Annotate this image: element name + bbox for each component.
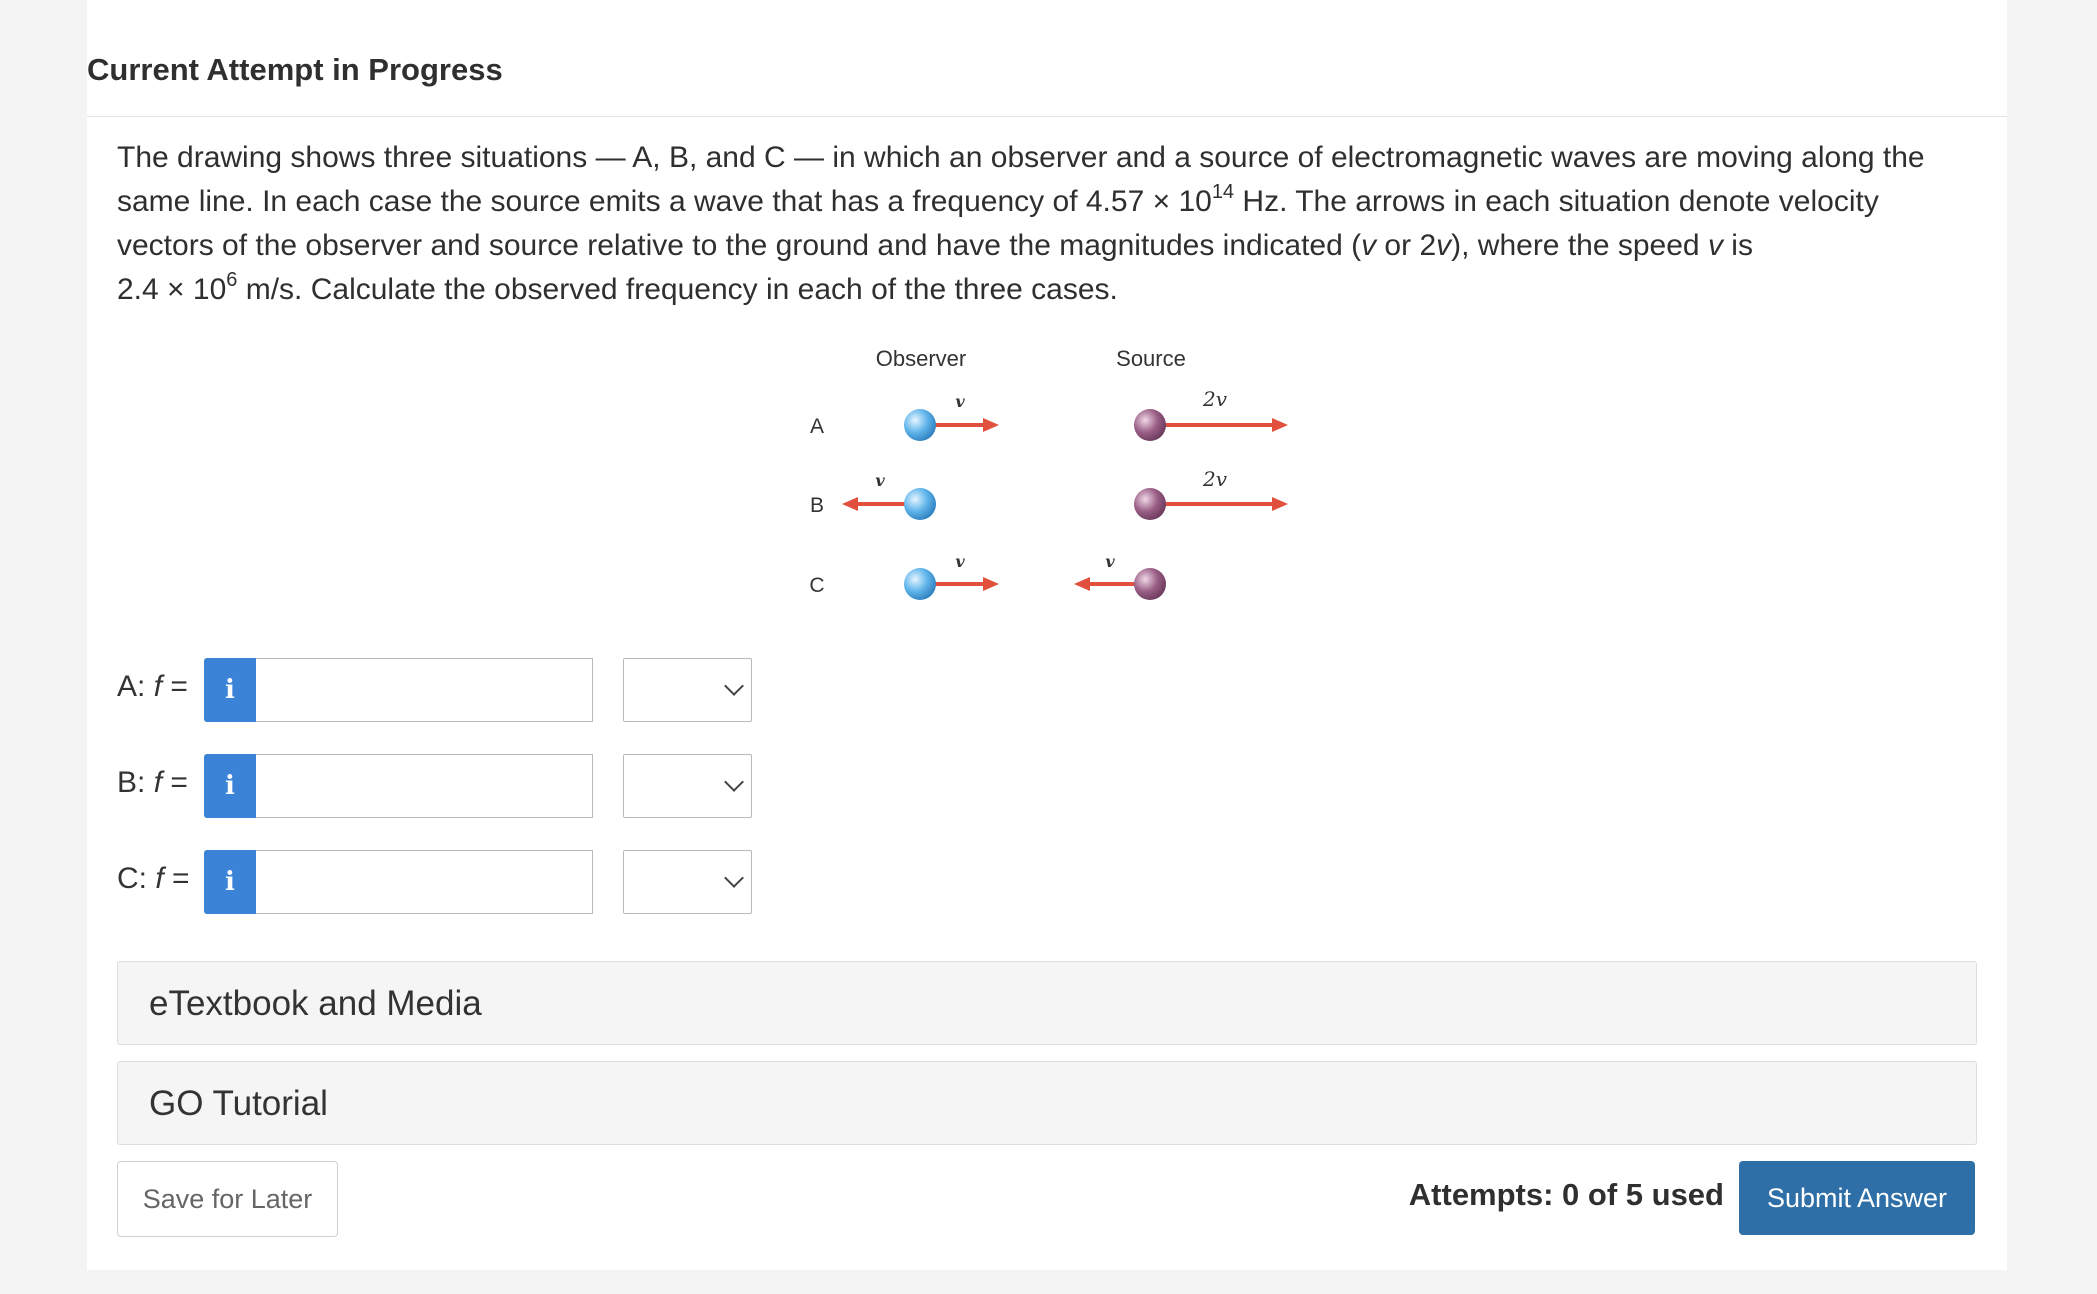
answer-label-b: [117, 766, 188, 800]
etextbook-label: eTextbook and Media: [149, 984, 482, 1023]
question-text: [117, 136, 1997, 312]
info-icon[interactable]: i: [204, 754, 256, 818]
source-column-label: Source: [1116, 346, 1186, 371]
source-speed-c: v: [1105, 552, 1115, 571]
source-speed-b: 2v: [1202, 467, 1228, 491]
divider: [87, 116, 2007, 117]
submit-answer-button[interactable]: Submit Answer: [1739, 1161, 1975, 1235]
answer-label-c: [117, 862, 190, 896]
answer-input-b[interactable]: [256, 754, 593, 818]
equals-sign: =: [162, 766, 188, 799]
answer-label-a: [117, 670, 188, 704]
info-icon[interactable]: i: [204, 850, 256, 914]
chevron-down-icon: [724, 868, 744, 888]
observer-column-label: Observer: [875, 346, 967, 371]
equals-sign: =: [163, 862, 190, 895]
row-letter: C:: [117, 862, 156, 895]
question-line: same line. In each case the source emits a wave that has a frequency of 4.57 × 10: [117, 185, 1212, 218]
save-for-later-button[interactable]: Save for Later: [117, 1161, 338, 1237]
answer-input-c[interactable]: [256, 850, 593, 914]
var-v: v: [1707, 229, 1723, 262]
equals-sign: =: [162, 670, 188, 703]
var-f: f: [155, 862, 164, 895]
question-line: ), where the speed: [1451, 229, 1708, 262]
row-letter: A:: [117, 670, 154, 703]
exponent: 14: [1211, 181, 1235, 203]
observer-speed-b: v: [875, 471, 885, 490]
chevron-down-icon: [724, 772, 744, 792]
question-line: The drawing shows three situations — A, B, and C — in which an observer and a source of electromagnetic waves are moving along the: [117, 141, 1925, 174]
var-f: f: [153, 766, 163, 799]
row-label-b: B: [809, 494, 825, 517]
observer-speed-c: v: [955, 552, 965, 571]
row-letter: B:: [117, 766, 154, 799]
question-line: is: [1722, 229, 1753, 262]
unit-select-c[interactable]: [623, 850, 752, 914]
question-line: or 2: [1376, 229, 1437, 262]
question-line: Hz. The arrows in each situation denote velocity: [1234, 185, 1879, 218]
go-tutorial-label: GO Tutorial: [149, 1084, 328, 1123]
unit-select-b[interactable]: [623, 754, 752, 818]
go-tutorial-panel[interactable]: [117, 1061, 1977, 1145]
observer-speed-a: v: [955, 392, 965, 411]
page-title: Current Attempt in Progress: [87, 52, 503, 87]
row-label-c: C: [809, 574, 825, 597]
question-line: 2.4 × 10: [117, 273, 227, 306]
var-v: v: [1436, 229, 1452, 262]
question-line: m/s. Calculate the observed frequency in each of the three cases.: [237, 273, 1118, 306]
answer-input-a[interactable]: [256, 658, 593, 722]
var-f: f: [153, 670, 163, 703]
chevron-down-icon: [724, 676, 744, 696]
attempts-counter: Attempts: 0 of 5 used: [1408, 1177, 1724, 1212]
row-label-a: A: [809, 415, 825, 438]
exponent: 6: [226, 269, 238, 291]
var-v: v: [1361, 229, 1377, 262]
etextbook-panel[interactable]: [117, 961, 1977, 1045]
info-icon[interactable]: i: [204, 658, 256, 722]
question-line: vectors of the observer and source relative to the ground and have the magnitudes indicated (: [117, 229, 1362, 262]
unit-select-a[interactable]: [623, 658, 752, 722]
source-speed-a: 2v: [1202, 387, 1228, 411]
